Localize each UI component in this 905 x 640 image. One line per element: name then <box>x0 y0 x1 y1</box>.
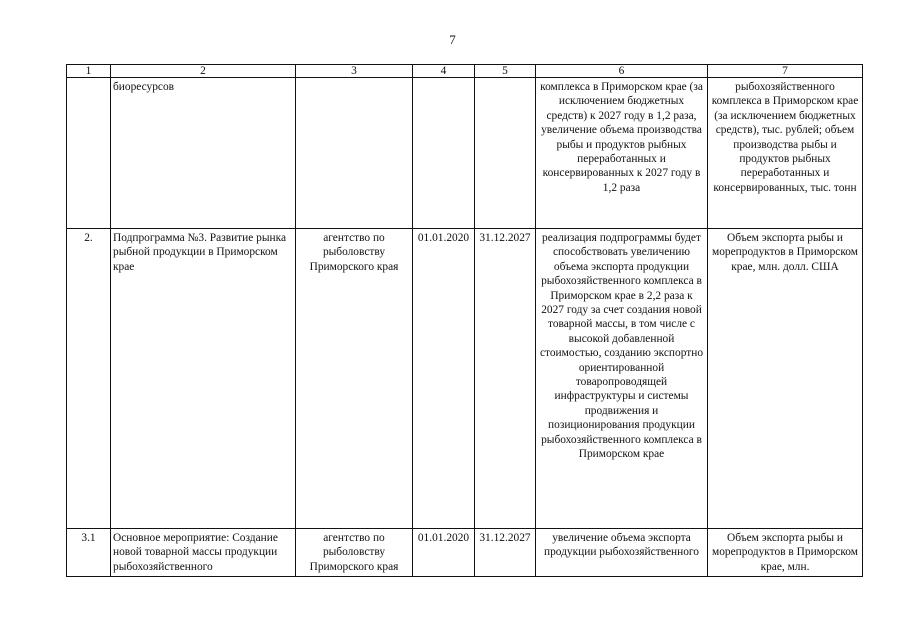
row-name: Подпрограмма №3. Развитие рынка рыбной продукции в Приморском крае <box>111 229 296 529</box>
row-executor: агентство по рыболовству Приморского края <box>296 229 413 529</box>
row-number <box>67 78 111 229</box>
row-name: биоресурсов <box>111 78 296 229</box>
page-number: 7 <box>449 32 456 47</box>
row-indicator: Объем экспорта рыбы и морепродуктов в Приморском крае, млн. долл. США <box>708 229 863 529</box>
column-header: 1 <box>67 65 111 78</box>
row-result: увеличение объема экспорта продукции рыбохозяйственного <box>536 529 708 577</box>
table-row <box>67 529 863 577</box>
row-end-date <box>475 78 536 229</box>
row-start-date <box>413 78 475 229</box>
row-end-date: 31.12.2027 <box>475 229 536 529</box>
row-start-date: 01.01.2020 <box>413 229 475 529</box>
row-name: Основное мероприятие: Создание новой товарной массы продукции рыбохозяйственного <box>111 529 296 577</box>
row-result: реализация подпрограммы будет способствовать увеличению объема экспорта продукции рыбохозяйственного комплекса в Приморском крае в 2,2 раза к 2027 году за счет создания новой товарной массы, в том числе с высокой добавленной стоимостью, созданию экспортно ориентированной товаропроводящей инфраструктуры и системы продвижения и позиционирования продукции рыбохозяйственного комплекса в Приморском крае <box>536 229 708 529</box>
row-end-date: 31.12.2027 <box>475 529 536 577</box>
row-result: комплекса в Приморском крае (за исключением бюджетных средств) к 2027 году в 1,2 раза, увеличение объема производства рыбы и продуктов рыбных переработанных и консервированных к 2027 году в 1,2 раза <box>536 78 708 229</box>
row-number: 2. <box>67 229 111 529</box>
table-header-row <box>67 65 863 78</box>
table-row <box>67 229 863 529</box>
column-header: 4 <box>413 65 475 78</box>
column-header: 6 <box>536 65 708 78</box>
row-indicator: рыбохозяйственного комплекса в Приморском крае (за исключением бюджетных средств), тыс. рублей; объем производства рыбы и продуктов рыбных переработанных и консервированных, тыс. тонн <box>708 78 863 229</box>
row-number: 3.1 <box>67 529 111 577</box>
table-row <box>67 78 863 229</box>
column-header: 2 <box>111 65 296 78</box>
column-header: 7 <box>708 65 863 78</box>
row-start-date: 01.01.2020 <box>413 529 475 577</box>
column-header: 5 <box>475 65 536 78</box>
column-header: 3 <box>296 65 413 78</box>
row-indicator: Объем экспорта рыбы и морепродуктов в Приморском крае, млн. <box>708 529 863 577</box>
program-table <box>66 64 863 577</box>
row-executor <box>296 78 413 229</box>
row-executor: агентство по рыболовству Приморского края <box>296 529 413 577</box>
